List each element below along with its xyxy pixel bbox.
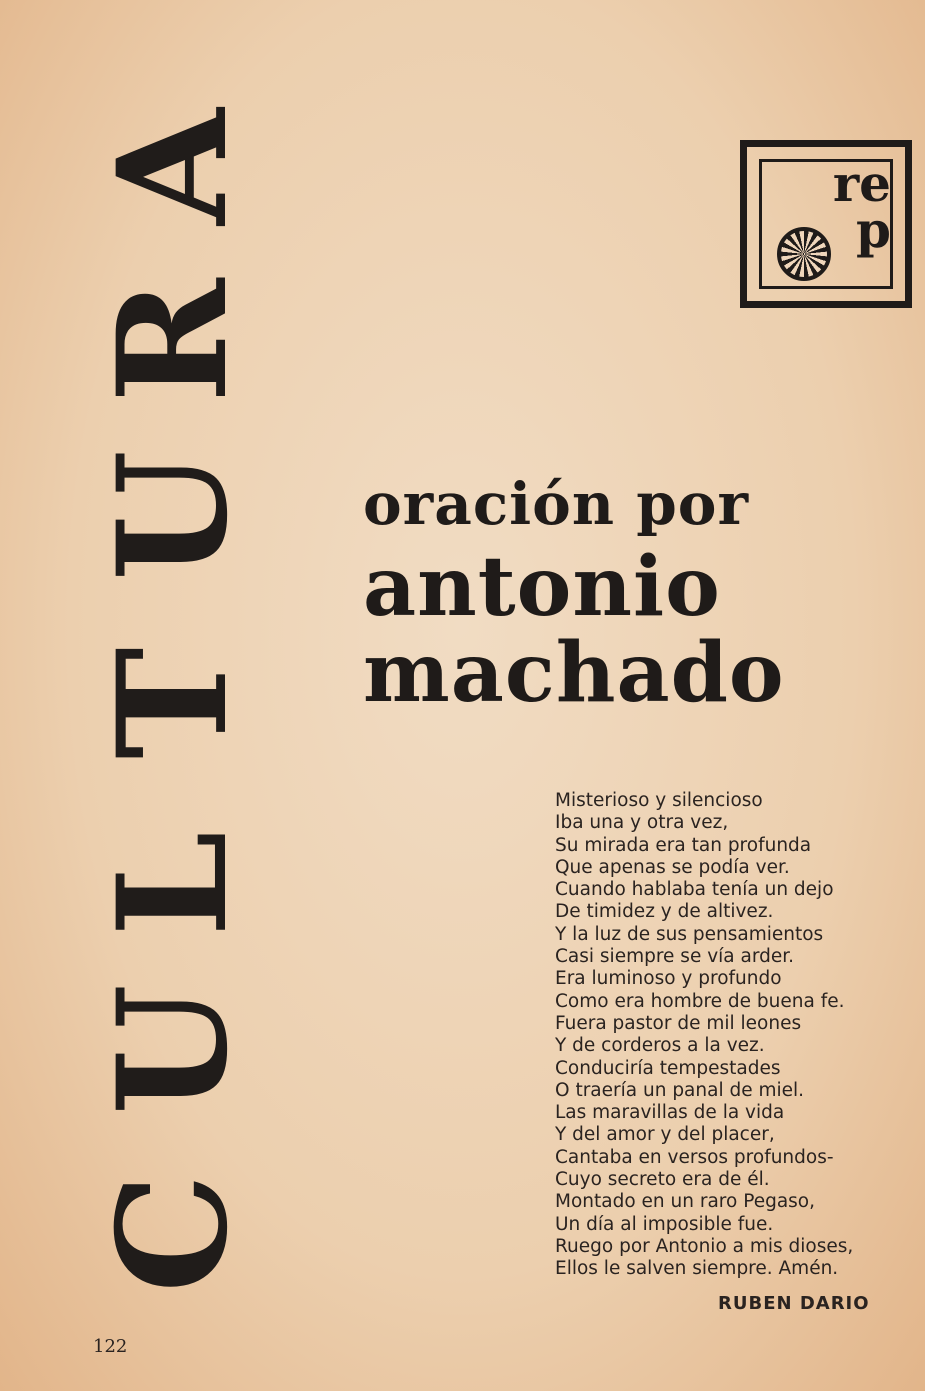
poem-line: Un día al imposible fue. bbox=[555, 1213, 774, 1235]
section-letter: T bbox=[85, 647, 261, 759]
poem-text bbox=[555, 790, 875, 1281]
page-number: 122 bbox=[93, 1336, 128, 1357]
poem-line: Su mirada era tan profunda bbox=[555, 834, 812, 856]
section-heading-vertical bbox=[85, 97, 261, 1315]
poem-line: Casi siempre se vía arder. bbox=[555, 946, 795, 968]
poem-line: Conduciría tempestades bbox=[555, 1057, 781, 1079]
poem-line: De timidez y de altivez. bbox=[555, 901, 774, 923]
sun-icon bbox=[777, 227, 831, 281]
article-title bbox=[363, 470, 843, 721]
rep-logo bbox=[740, 140, 912, 308]
poem-line: Iba una y otra vez, bbox=[555, 812, 729, 834]
poem-line: Las maravillas de la vida bbox=[555, 1102, 785, 1124]
poem-line: Montado en un raro Pegaso, bbox=[555, 1191, 815, 1213]
section-letter: R bbox=[85, 278, 261, 403]
poem-line: Ruego por Antonio a mis dioses, bbox=[555, 1235, 854, 1257]
poem-line: Como era hombre de buena fe. bbox=[555, 990, 845, 1012]
poem-line: Ellos le salven siempre. Amén. bbox=[555, 1258, 839, 1280]
title-line-3: machado bbox=[363, 625, 785, 721]
poem-line: Cantaba en versos profundos- bbox=[555, 1146, 834, 1168]
title-line-1: oración por bbox=[363, 470, 750, 538]
poem-line: Misterioso y silencioso bbox=[555, 790, 763, 811]
poem-line: Era luminoso y profundo bbox=[555, 968, 782, 990]
poem-line: Que apenas se podía ver. bbox=[555, 856, 790, 878]
section-letter: A bbox=[85, 108, 261, 225]
section-letter: U bbox=[85, 450, 261, 581]
poem-line: Cuando hablaba tenía un dejo bbox=[555, 879, 834, 901]
logo-lettering: re p bbox=[832, 154, 891, 259]
section-letter: L bbox=[85, 831, 261, 937]
section-letter: C bbox=[85, 1173, 261, 1293]
poem-line: Y de corderos a la vez. bbox=[555, 1035, 765, 1057]
poem-line: Y del amor y del placer, bbox=[555, 1124, 775, 1146]
poem-line: Cuyo secreto era de él. bbox=[555, 1169, 770, 1191]
poem-line: Fuera pastor de mil leones bbox=[555, 1012, 802, 1034]
poem-author: RUBEN DARIO bbox=[718, 1293, 870, 1314]
section-letter: U bbox=[85, 984, 261, 1115]
poem-line: O traería un panal de miel. bbox=[555, 1079, 805, 1101]
poem-line: Y la luz de sus pensamientos bbox=[555, 923, 824, 945]
title-line-2: antonio bbox=[363, 539, 721, 635]
